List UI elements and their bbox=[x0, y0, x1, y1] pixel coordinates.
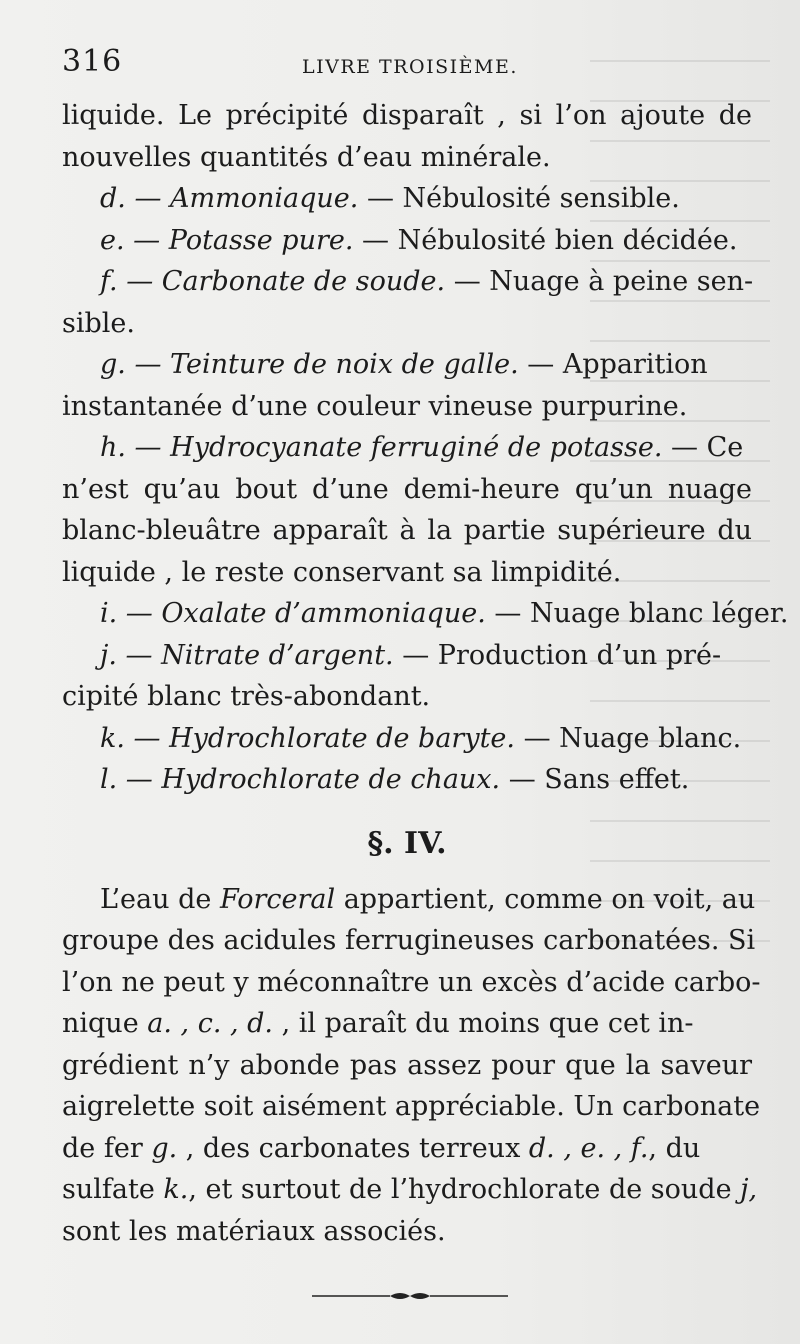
reagent-name: Hydrochlorate de chaux. bbox=[161, 764, 501, 795]
text-line bbox=[62, 879, 756, 921]
text-span: , des carbonates terreux bbox=[177, 1132, 529, 1164]
reagent-name: Oxalate d’ammoniaque. bbox=[161, 598, 486, 629]
text-span: nique bbox=[62, 1008, 148, 1039]
reference-letters: k. bbox=[163, 1174, 189, 1205]
text-line: blanc-bleuâtre apparaît à la partie supérieure du bbox=[62, 515, 752, 546]
text-span: L’eau de bbox=[100, 883, 220, 915]
reagent-name: Hydrocyanate ferruginé de potasse. bbox=[170, 432, 663, 463]
text-span: , il paraît du moins que cet in- bbox=[273, 1008, 694, 1039]
reagent-entry-i bbox=[62, 593, 789, 635]
reagent-result: — Nuage blanc léger. bbox=[494, 598, 789, 629]
text-line: nouvelles quantités d’eau minérale. bbox=[62, 141, 551, 173]
text-line: aigrelette soit aisément appréciable. Un carbonate bbox=[62, 1091, 761, 1122]
reagent-name: Carbonate de soude. bbox=[161, 266, 446, 297]
text-line: liquide. Le précipité disparaît , si l’on ajoute de bbox=[62, 100, 752, 131]
entry-letter: h. — bbox=[100, 432, 162, 463]
reagent-result: — Sans effet. bbox=[508, 764, 690, 795]
text-line: grédient n’y abonde pas assez pour que la saveur bbox=[62, 1049, 752, 1081]
reagent-entry-e bbox=[62, 220, 752, 262]
place-name: Forceral bbox=[219, 883, 336, 915]
text-span: de fer bbox=[62, 1132, 152, 1164]
running-title: LIVRE TROISIÈME. bbox=[302, 56, 518, 78]
section-heading: §. IV. bbox=[367, 825, 447, 861]
reagent-result: — Nuage à peine sen- bbox=[453, 266, 754, 297]
text-line: instantanée d’une couleur vineuse purpurine. bbox=[62, 390, 688, 422]
entry-letter: i. — bbox=[100, 598, 153, 629]
reference-letters: g. bbox=[151, 1132, 178, 1164]
entry-letter: k. — bbox=[100, 722, 161, 754]
reagent-entry-h bbox=[62, 427, 752, 469]
reference-letters: d. , e. , f. bbox=[528, 1132, 649, 1164]
reagent-result: — Ce bbox=[671, 432, 744, 463]
text-line bbox=[62, 1003, 752, 1045]
reagent-entry-j bbox=[62, 635, 752, 677]
text-span: , et surtout de l’hydrochlorate de soude bbox=[188, 1174, 741, 1205]
entry-letter: l. — bbox=[100, 764, 153, 795]
entry-letter: g. — bbox=[100, 349, 162, 380]
page-header bbox=[62, 44, 750, 88]
text-line: l’on ne peut y méconnaître un excès d’acide carbo- bbox=[62, 966, 761, 998]
reagent-entry-d bbox=[62, 178, 752, 220]
reagent-result: — Nébulosité bien décidée. bbox=[362, 224, 738, 256]
text-line: n’est qu’au bout d’une demi-heure qu’un nuage bbox=[62, 473, 752, 505]
text-line bbox=[62, 1128, 752, 1170]
reagent-entry-l bbox=[62, 759, 752, 801]
page-body bbox=[62, 95, 789, 1252]
reagent-name: Nitrate d’argent. bbox=[161, 639, 394, 671]
reagent-entry-f bbox=[62, 261, 752, 303]
reagent-name: Potasse pure. bbox=[168, 224, 354, 256]
entry-letter: e. — bbox=[100, 224, 161, 256]
page-number: 316 bbox=[62, 44, 123, 79]
entry-letter: f. — bbox=[100, 266, 154, 297]
text-span: sulfate bbox=[62, 1174, 164, 1205]
reagent-entry-g bbox=[62, 344, 752, 386]
text-span: appartient, comme on voit, au bbox=[335, 883, 756, 915]
text-line: liquide , le reste conservant sa limpidité. bbox=[62, 556, 622, 588]
reagent-result: — Nuage blanc. bbox=[523, 722, 742, 754]
text-line: groupe des acidules ferrugineuses carbonatées. Si bbox=[62, 925, 756, 956]
text-line bbox=[62, 1169, 758, 1211]
reagent-name: Hydrochlorate de baryte. bbox=[169, 722, 515, 754]
ornament-rule-icon bbox=[310, 1286, 510, 1306]
reagent-name: Ammoniaque. bbox=[170, 183, 359, 214]
text-line: sont les matériaux associés. bbox=[62, 1215, 446, 1247]
reagent-result: — Production d’un pré- bbox=[402, 639, 722, 671]
reagent-name: Teinture de noix de galle. bbox=[170, 349, 519, 380]
text-line: cipité blanc très-abondant. bbox=[62, 681, 431, 712]
reagent-result: — Apparition bbox=[527, 349, 708, 380]
reference-letters: j, bbox=[740, 1174, 758, 1205]
reagent-result: — Nébulosité sensible. bbox=[366, 183, 680, 214]
entry-letter: d. — bbox=[100, 183, 162, 214]
text-span: , du bbox=[648, 1132, 701, 1164]
text-line: sible. bbox=[62, 307, 135, 339]
entry-letter: j. — bbox=[100, 639, 153, 671]
reference-letters: a. , c. , d. bbox=[147, 1008, 274, 1039]
reagent-entry-k bbox=[62, 718, 752, 760]
